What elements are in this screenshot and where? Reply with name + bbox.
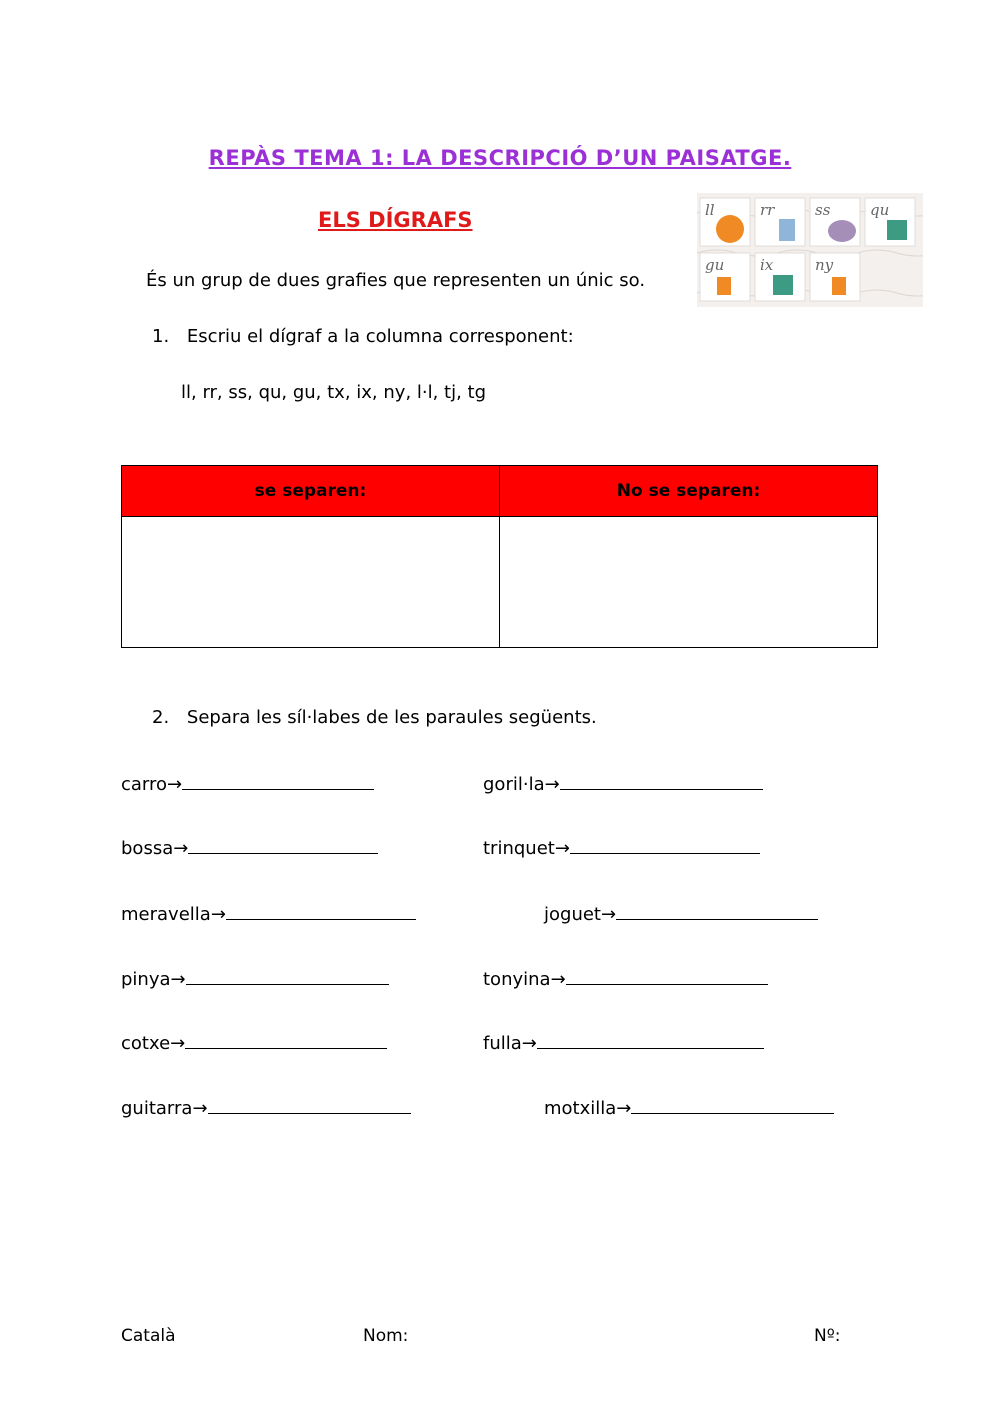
arrow-icon: →: [521, 1033, 537, 1054]
exercise-item: [121, 1030, 387, 1054]
digraph-list: ll, rr, ss, qu, gu, tx, ix, ny, l·l, tj, tg: [181, 382, 487, 403]
arrow-icon: →: [210, 904, 226, 925]
exercise-word: guitarra: [121, 1098, 193, 1119]
arrow-icon: →: [616, 1098, 632, 1119]
answer-line[interactable]: [188, 835, 378, 854]
question-number: 2.: [152, 707, 170, 728]
card-label: ny: [815, 256, 834, 274]
answer-cell-separate[interactable]: [122, 517, 500, 648]
arrow-icon: →: [550, 969, 566, 990]
page-title: REPÀS TEMA 1: LA DESCRIPCIÓ D’UN PAISATGE.: [208, 146, 792, 170]
answer-line[interactable]: [185, 1030, 387, 1049]
exercise-word: cotxe: [121, 1033, 171, 1054]
exercise-item: [483, 835, 760, 859]
card-label: ss: [815, 201, 831, 219]
definition-text: És un grup de dues grafies que representen un únic so.: [146, 270, 646, 291]
arrow-icon: →: [554, 838, 570, 859]
exercise-item: [121, 901, 416, 925]
column-header-separate: se separen:: [122, 466, 500, 517]
answer-line[interactable]: [570, 835, 760, 854]
answer-line[interactable]: [616, 901, 818, 920]
footer-subject: Català: [121, 1326, 176, 1346]
arrow-icon: →: [192, 1098, 208, 1119]
card-label: ll: [705, 201, 715, 219]
exercise-item: [544, 901, 818, 925]
answer-cell-not-separate[interactable]: [500, 517, 878, 648]
exercise-word: fulla: [483, 1033, 522, 1054]
question-2: [152, 707, 597, 728]
exercise-word: pinya: [121, 969, 171, 990]
question-text: Escriu el dígraf a la columna corresponent:: [186, 326, 574, 347]
footer-name-label: Nom:: [363, 1326, 409, 1346]
arrow-icon: →: [167, 774, 183, 795]
arrow-icon: →: [544, 774, 560, 795]
exercise-item: [121, 835, 378, 859]
exercise-word: tonyina: [483, 969, 551, 990]
footer-number-label: Nº:: [814, 1326, 841, 1346]
answer-line[interactable]: [186, 966, 389, 985]
answer-line[interactable]: [226, 901, 416, 920]
question-number: 1.: [152, 326, 170, 347]
answer-line[interactable]: [560, 771, 763, 790]
exercise-item: [121, 1095, 411, 1119]
answer-line[interactable]: [566, 966, 768, 985]
answer-line[interactable]: [537, 1030, 764, 1049]
exercise-word: meravella: [121, 904, 211, 925]
digraph-cards-image: [697, 193, 923, 307]
card-label: qu: [870, 201, 890, 219]
exercise-word: carro: [121, 774, 168, 795]
card-label: rr: [760, 201, 775, 219]
exercise-item: [483, 966, 768, 990]
exercise-item: [483, 1030, 764, 1054]
exercise-word: joguet: [544, 904, 601, 925]
answer-line[interactable]: [208, 1095, 411, 1114]
section-title: ELS DÍGRAFS: [318, 208, 473, 232]
digraph-table: [121, 465, 878, 648]
question-1: [152, 326, 574, 347]
arrow-icon: →: [170, 969, 186, 990]
arrow-icon: →: [173, 838, 189, 859]
exercise-word: trinquet: [483, 838, 555, 859]
column-header-not-separate: No se separen:: [500, 466, 878, 517]
exercise-word: goril·la: [483, 774, 545, 795]
exercise-item: [121, 771, 374, 795]
exercise-item: [544, 1095, 834, 1119]
arrow-icon: →: [600, 904, 617, 925]
question-text: Separa les síl·labes de les paraules següents.: [186, 707, 597, 728]
exercise-word: bossa: [121, 838, 174, 859]
exercise-item: [121, 966, 389, 990]
exercise-word: motxilla: [544, 1098, 617, 1119]
arrow-icon: →: [170, 1033, 186, 1054]
answer-line[interactable]: [182, 771, 374, 790]
card-label: gu: [705, 256, 725, 274]
answer-line[interactable]: [631, 1095, 834, 1114]
exercise-item: [483, 771, 763, 795]
card-label: ix: [760, 256, 774, 274]
